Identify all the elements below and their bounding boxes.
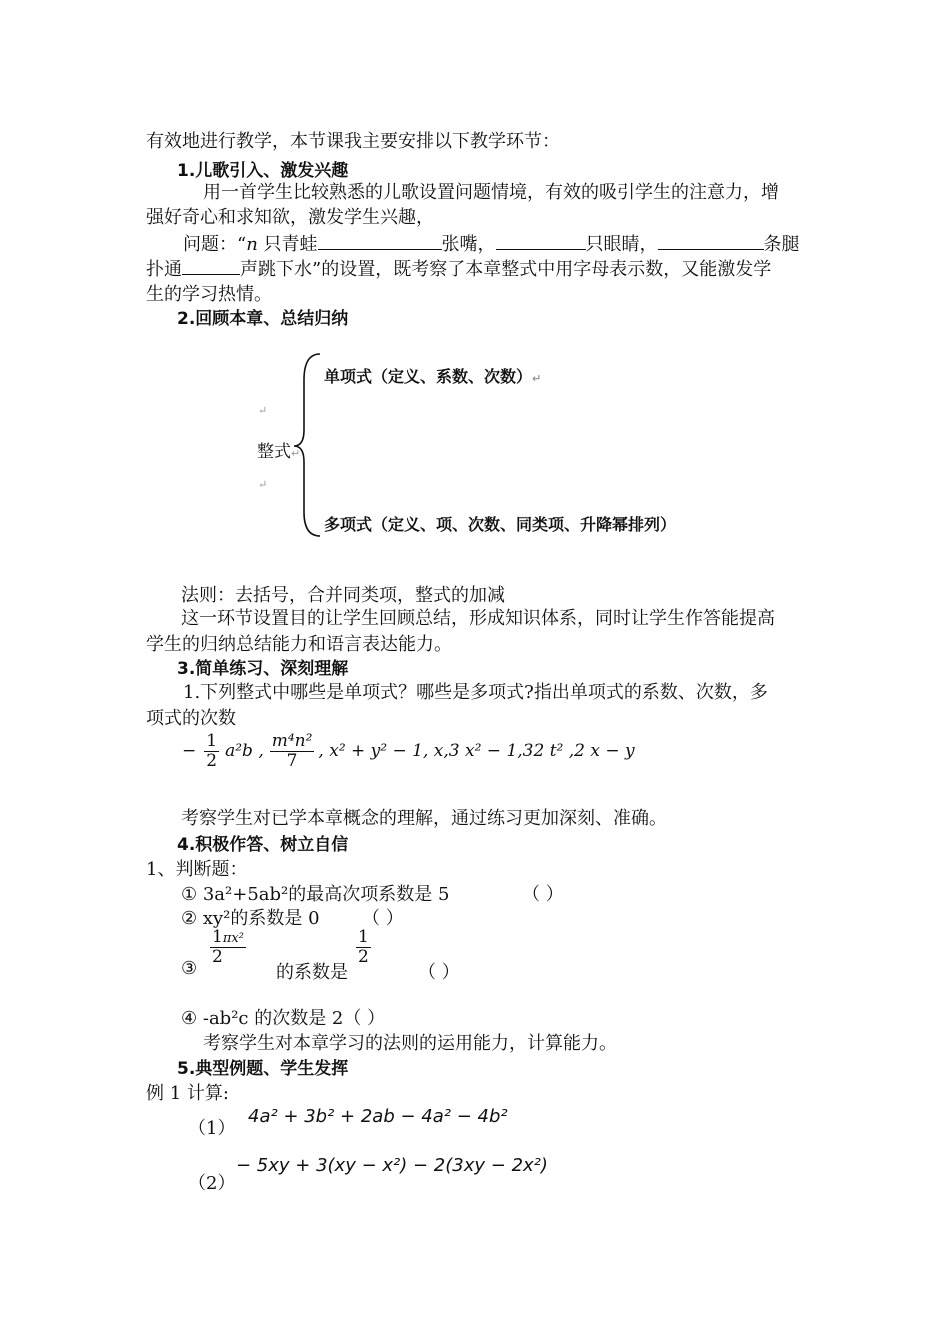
section-1-heading: 1.儿歌引入、激发兴趣 xyxy=(177,161,349,181)
return-mark-icon: ↵ xyxy=(258,404,268,417)
blank-mouths xyxy=(318,233,442,250)
fraction-num xyxy=(210,928,246,948)
return-mark-icon: ↵ xyxy=(291,447,301,460)
diagram-branch-bottom: 多项式（定义、项、次数、同类项、升降幂排列） xyxy=(324,515,677,534)
fraction-num: 1 xyxy=(358,927,369,947)
section-2-para-line-1: 这一环节设置目的让学生回顾总结，形成知识体系，同时让学生作答能提高 xyxy=(181,608,775,629)
fraction-den: 2 xyxy=(206,750,218,771)
section-3-note: 考察学生对已学本章概念的理解，通过练习更加深刻、准确。 xyxy=(181,808,667,829)
blank-eyes xyxy=(496,233,586,250)
fraction-num: 1 xyxy=(206,731,218,751)
question-line-1 xyxy=(183,230,800,256)
diagram-root xyxy=(257,437,300,462)
section-4-note: 考察学生对本章学习的法则的运用能力，计算能力。 xyxy=(203,1033,617,1054)
section-1-para-line-2: 强好奇心和求知欲，激发学生兴趣， xyxy=(146,207,434,228)
intro-line: 有效地进行教学，本节课我主要安排以下教学环节： xyxy=(146,131,560,152)
rule-line: 法则：去括号，合并同类项，整式的加减 xyxy=(181,585,505,606)
fraction-half-pi-x2 xyxy=(210,928,246,966)
fraction-num: m⁴n² xyxy=(271,731,313,751)
example-2-expr: − 5xy + 3(xy − x²) − 2(3xy − 2x²) xyxy=(236,1155,548,1176)
section-3-heading: 3.简单练习、深刻理解 xyxy=(177,659,349,679)
judge-item-3-text: 的系数是 xyxy=(276,962,348,983)
example-1-label: （1） xyxy=(188,1118,236,1139)
question-splash: 扑通 xyxy=(146,259,182,280)
judge-item-1: ① 3a²+5ab²的最高次项系数是 5 xyxy=(181,884,450,905)
judge-item-2-paren: （ ） xyxy=(362,908,404,929)
blank-splash xyxy=(182,258,240,275)
question-line-2 xyxy=(146,255,771,281)
return-mark-icon: ↵ xyxy=(258,478,268,491)
minus-sign: − xyxy=(182,741,197,762)
blank-legs xyxy=(658,233,764,250)
diagram-branch-top xyxy=(324,364,541,387)
section-5-heading: 5.典型例题、学生发挥 xyxy=(177,1059,349,1079)
question-mouths: 张嘴， xyxy=(441,234,496,255)
judge-item-3-expr xyxy=(210,928,246,966)
judge-subheading: 1、判断题： xyxy=(146,859,248,880)
question-line-3: 生的学习热情。 xyxy=(146,284,272,305)
fraction-half-value xyxy=(356,928,371,966)
judge-item-3-value xyxy=(356,928,371,966)
question-frog: 只青蛙 xyxy=(257,234,318,255)
fraction-den: 7 xyxy=(286,750,298,771)
judge-item-3-mark: ③ xyxy=(181,958,198,979)
judge-item-2: ② xy²的系数是 0 xyxy=(181,908,320,929)
root-label: 整式 xyxy=(257,442,291,462)
fraction-den: 2 xyxy=(358,946,369,967)
expression-list xyxy=(182,732,635,770)
fraction-m4n2 xyxy=(270,732,315,770)
exercise-line-1: 1.下列整式中哪些是单项式？哪些是多项式?指出单项式的系数、次数，多 xyxy=(183,682,768,703)
return-mark-icon: ↵ xyxy=(532,372,542,385)
section-2-heading: 2.回顾本章、总结归纳 xyxy=(177,309,349,329)
judge-item-1-paren: （ ） xyxy=(522,884,564,905)
fraction-num-digit: 1 xyxy=(212,927,223,947)
question-prefix: 问题：“ xyxy=(183,234,247,255)
fraction-half xyxy=(204,732,219,770)
variable-n: n xyxy=(246,234,258,255)
example-label: 例 1 计算: xyxy=(146,1083,229,1104)
section-4-heading: 4.积极作答、树立自信 xyxy=(177,835,349,855)
question-rest: 声跳下水”的设置，既考察了本章整式中用字母表示数，又能激发学 xyxy=(240,259,772,280)
example-2-label: （2） xyxy=(188,1173,236,1194)
exercise-line-2: 项式的次数 xyxy=(146,708,236,729)
section-1-para-line-1: 用一首学生比较熟悉的儿歌设置问题情境，有效的吸引学生的注意力，增 xyxy=(203,182,779,203)
section-2-para-line-2: 学生的归纳总结能力和语言表达能力。 xyxy=(146,634,452,655)
judge-item-3-paren: （ ） xyxy=(418,962,460,983)
branch-top-label: 单项式（定义、系数、次数） xyxy=(324,367,533,386)
question-eyes: 只眼睛， xyxy=(585,234,658,255)
question-legs: 条腿 xyxy=(763,234,800,255)
term-a2b: a²b , xyxy=(225,741,264,762)
fraction-num-tail: πx² xyxy=(222,931,244,946)
example-1-expr: 4a² + 3b² + 2ab − 4a² − 4b² xyxy=(248,1106,508,1127)
fraction-den: 2 xyxy=(212,946,223,967)
term-rest: , x² + y² − 1, x,3 x² − 1,32 t² ,2 x − y xyxy=(318,741,635,762)
judge-item-4: ④ -ab²c 的次数是 2（ ） xyxy=(181,1008,386,1029)
